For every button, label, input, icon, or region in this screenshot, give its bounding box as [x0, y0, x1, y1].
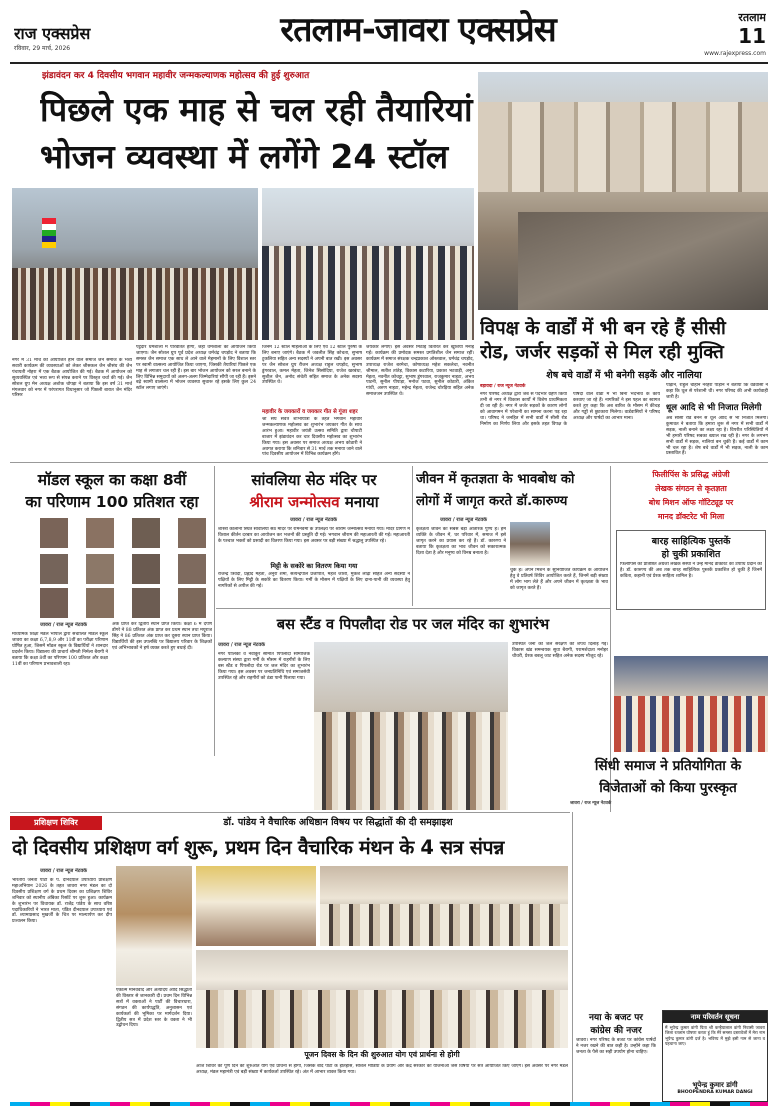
philippines-headline-line-1: फिलीपिंस के प्रसिद्ध अंग्रेजी	[652, 470, 730, 479]
prashikshan-byline: जावरा / राज न्यूज नेटवर्क	[40, 868, 87, 874]
student-photo-1	[40, 518, 68, 548]
sanwaliya-body-2: राजेन्द्र त्रिवेदी, प्रह्लाद मेहता, अनुरा शर्मा, सत्येन्द्रपाल प्रजापति, महेश जोशी, मुकेश लोढ़ा सहित अन्य सदस्यों ने पक्षियों के लिए मिट्टी के सकोरे का वितरण किया। गर्मी के मौसम में पक्षियों के लिए दाना-पानी की व्यवस्था हेतु नागरिकों से अपील की गई।	[218, 572, 410, 589]
philippines-box-body: फिलीपिंस की प्रतिष्ठित अंग्रेजी लेखक संस्था ने उन्हें मानद डॉक्टरेट की उपाधि प्रदान की है। डॉ. कारुण्य की अब तक बारह साहित्यिक पुस्तकें प्रकाशित हो चुकी हैं जिनमें कविता, कहानी एवं प्रेरक साहित्य शामिल है।	[620, 562, 762, 579]
prashikshan-wide-audience	[196, 990, 568, 1048]
prashikshan-caption-body: आज शिविर की पूर्ण दिन की शुरुआत योग एवं प्रार्थना से होगी, जिसके बाद पार्टी के इतिहास, सोशल मीडिया के प्रयोग और केंद्र सरकार की योजनाओं जैसे विषयों पर सत्र आयोजित किए जाएंगे। इस अवसर पर नगर मंडल अध्यक्ष, मंडल महामंत्री एवं बड़ी संख्या में कार्यकर्ता उपस्थित रहे। अंत में आभार व्यक्त किया गया।	[196, 1064, 568, 1075]
philippines-headline-line-4: मानद डॉक्टरेट भी मिला	[657, 512, 725, 521]
row-divider-2	[216, 608, 610, 609]
vipaksh-subhead: शेष बचे वार्डों में भी बनेगी सड़कें और नालिया	[546, 370, 702, 381]
sindhi-headline-line-1: सिंधी समाज ने प्रतियोगिता के	[594, 758, 742, 774]
vipaksh-byline: बड़ावदा / राज न्यूज नेटवर्क	[480, 384, 526, 389]
name-change-title: नाम परिवर्तन सूचना	[663, 1011, 767, 1023]
vertical-rule-1	[214, 466, 215, 756]
registration-strip	[10, 1102, 768, 1106]
sanwaliya-byline: जावरा / राज न्यूज नेटवर्क	[290, 517, 337, 523]
masthead-left-brand: राज एक्सप्रेस	[14, 24, 91, 43]
sindhi-byline: जावरा / राज न्यूज नेटवर्क	[570, 801, 612, 806]
vipaksh-body-col-2: पाड़ान, राहुल चौहान नरहरा पाड़ान ने बताया कि वर्डवासी ने कहा कि धूल से परेशानी थी। नगर परिषद की अभी कार्यवाही जारी है।	[666, 383, 768, 400]
sindhi-people	[614, 696, 768, 752]
prashikshan-photo-caption: पूजन दिवस के दिन की शुरुआत योग एवं प्रार्थना से होगी	[304, 1050, 460, 1059]
lead-photo-small	[12, 188, 258, 340]
masthead	[0, 0, 778, 62]
prashikshan-photo-stage	[196, 866, 316, 946]
school-body-col-1: माध्यमिक शिक्षा मंडल भोपाल द्वारा संचालित मॉडल स्कूल जावरा का कक्षा 6,7,8,9 और 11वीं का परीक्षा परिणाम घोषित हुआ, जिसमें मॉडल स्कूल के विद्यार्थियों ने शानदार प्रदर्शन किया। विद्यालय की प्राचार्य श्रीमती निर्मला बैरागी ने बताया कि कक्षा 8वीं का परिणाम 100 प्रतिशत और कक्षा 11वीं का परिणाम प्रभावशाली रहा।	[12, 632, 108, 667]
busstand-body-2: उपस्थित जनों को जल संरक्षण की शपथ दिलाई गई। विकास खंड समन्वयक सुधा बैरागी, परामर्शदाता मनोहर चौधरी, प्रेरक बबलू जाट सहित अनेक सदस्य मौजूद रहे।	[512, 642, 608, 659]
naya-headline-line-2: कांग्रेस की नजर	[590, 1026, 642, 1036]
lead-headline-line-1: पिछले एक माह से चल रही तैयारियां	[40, 90, 473, 129]
philippines-headline-line-2: लेखक संगठन से कृतज्ञता	[655, 484, 727, 493]
sanwaliya-body-1: शास्त्री कॉलोनी स्थित सांवलिया सेठ मंदिर पर रामनवमी के उपलक्ष्य पर श्रीराम जन्मोत्सव मनाया गया। मंदिर प्रांगण में विशाल कीर्तन दरबार का आयोजन कर भजनों की प्रस्तुति दी गई। भगवान श्रीराम की महाआरती की गई। महाआरती के पश्चात भक्तों को प्रसादी का वितरण किया गया। इस अवसर पर बड़ी संख्या में श्रद्धालु उपस्थित रहे।	[218, 527, 410, 544]
vipaksh-dhool-head: धूल आदि से भी निजात मिलेगी	[666, 403, 762, 413]
masthead-edition: रतलाम	[738, 11, 766, 24]
vertical-rule-4	[572, 812, 573, 1102]
sanwaliya-highlight: श्रीराम जन्मोत्सव	[249, 493, 340, 511]
jeevan-body-2: चुके हैं। अपने मिशन के सुनियोजित कार्यक्रम के आयोजन हेतु वे प्रतिवर्ष शिविर आयोजित करते हैं, जिनमें बड़ी संख्या में लोग भाग लेते हैं और अपने जीवन में कृतज्ञता के भाव को जागृत करते हैं।	[510, 568, 608, 591]
student-photo-12	[178, 588, 206, 618]
buildings	[478, 102, 768, 192]
student-photo-11	[132, 588, 160, 618]
student-photo-6	[86, 554, 114, 584]
student-photos	[40, 518, 208, 618]
sanwaliya-subhead: मिट्टी के सकोरे का वितरण किया गया	[270, 562, 358, 570]
philippines-box	[616, 530, 766, 610]
lead-subhead: महावीर के जयकारों व जयकार गीत से गूंजा शहर	[262, 409, 358, 415]
lead-body-col-5: जयकारे लगाए। इस अवसर मिठाई वितरित कर खुशियां मनाई गईं। कार्यक्रम की प्रमोदक समस्त प्रगतिशील जैन समाज रहीं। कार्यक्रम में समाज संरक्षक चन्द्रप्रकाश ओस्तवाल, धर्मचंद्र चपड़ोद, उपाध्यक्ष राजेश बरमेचा, कोषाध्यक्ष महेश सकलेचा, नवनीत श्रीमाल, सतीश तांतेड़, विकास कटारिया, प्रकाश भटवाड़ी, अनूप मेहता, नवनीत कोचट्टा, सुभाष डुंगरवाल, राजकुमार नाहटा, अभय पाटनी, सुनील पीपाड़ा, मनोज पटवा, सुनील कोठारी, अंकित गांधी, अरुण नाहटा, महेन्द्र मेहता, राजेन्द्र चोरड़िया सहित अनेक समाजजन उपस्थित थे।	[366, 345, 474, 398]
busstand-people	[314, 712, 508, 810]
vertical-rule-2	[412, 466, 413, 606]
masthead-date: रविवार, 29 मार्च, 2026	[14, 45, 71, 52]
busstand-byline: जावरा / राज न्यूज नेटवर्क	[218, 642, 265, 648]
busstand-photo	[314, 642, 508, 810]
jeevan-headline-line-2: लोगों में जागृत करते डॉ.कारुण्य	[416, 494, 568, 509]
jeevan-portrait	[510, 522, 550, 566]
sanwaliya-rest: मनाया	[339, 493, 379, 511]
lead-body-col-4: श्री संघ सर्वत्र शोभायात्रा के तहत भगवान महावीर जन्मकल्याणक महोत्सव का शुभारंभ जयकार गीत के साथ आरंभ हुआ। महावीर जयंती उत्सव समिति द्वारा चौपाटी बाजार में झंडावंदन कर चार दिवसीय महोत्सव का शुभारंभ किया गया। इस अवसर पर समाज अध्यक्ष अभय कोठारी ने अवगत कराया कि शनिवार से 31 मार्च तक मनाया जाने वाले पांच दिवसीय आयोजन में विभिन्न कार्यक्रम होंगे।	[262, 417, 362, 458]
sanwaliya-headline-line-1: सांवलिया सेठ मंदिर पर	[251, 471, 377, 489]
sindhi-headline-line-2: विजेताओं को किया पुरस्कृत	[599, 780, 737, 796]
busstand-headline: बस स्टैंड व पिपलौदा रोड पर जल मंदिर का शुभारंभ	[276, 616, 550, 633]
masthead-rule	[10, 62, 768, 64]
prashikshan-strip: प्रशिक्षण शिविर	[10, 816, 102, 830]
busstand-body-1: नगर पालिका व नवांकुर समिति पिपलौदा सामाजिक कल्याण संस्था द्वारा गर्मी के मौसम में राहगीरों के लिए बस स्टैंड व पिपलौदा रोड पर जल मंदिर का शुभारंभ किया गया। इस अवसर पर जनप्रतिनिधि एवं समाजसेवी उपस्थित रहे और राहगीरों को ठंडा पानी पिलाया गया।	[218, 652, 310, 681]
vipaksh-headline-line-1: विपक्ष के वार्डों में भी बन रहे हैं सीसी	[480, 318, 726, 339]
prashikshan-photo-hall	[320, 866, 568, 946]
student-photo-5	[40, 554, 68, 584]
lead-body-col-3: जिनमें 12 स्टॉल महिलाओं के लिए एवं 12 स्टॉल पुरुषों के लिए बनाए जाएंगे। बैठक में जवलीत सिंह कोचता, सुभाष टुकलिया सहित अन्य सदस्यों ने अपनी बात रखी। इस अवसर पर जैन सोशल ग्रुप रीजन अध्यक्ष राहुल चपड़ोद, सुभाष डुंगरवाल, कमल मेहता, जिनेश सिसोदिया, राजेश खरबंधा, सुशील जैन, अनोद संचेती सहित समाज के अनेक सदस्य उपस्थित थे।	[262, 345, 362, 386]
prashikshan-body-1: भारतीय जनता पार्टी के प. दीनदयाल उपाध्याय प्रशिक्षण महाअभियान 2026 के तहत जावरा नगर मंडल का दो दिवसीय प्रशिक्षण वर्ग के प्रथम दिवस का प्रशिक्षण शिविर शनिवार को स्थानीय अंबिका रिसॉर्ट पर शुरू हुआ। कार्यक्रम के शुभारंभ पर विधायक डॉ. राजेंद्र पांडेय के साथ वरिष्ठ पदाधिकारियों ने भारत माता, पंडित दीनदयाल उपाध्याय एवं डॉ. श्यामाप्रसाद मुखर्जी के चित्र पर माल्यार्पण कर दीप प्रज्वलन किया।	[12, 878, 112, 925]
row-divider-3	[10, 812, 570, 813]
flag	[42, 218, 56, 248]
name-change-body: मैं भूपेन्द्र कुमार डांगी पिता श्री कन्हैयालाल डांगी निवासी जावरा जिला रतलाम घोषणा करता हूं कि मेरे समस्त दस्तावेजों में मेरा नाम भूपेन्द्र कुमार डांगी दर्ज है। भविष्य में मुझे इसी नाम से जाना व पहचाना जाए।	[665, 1025, 765, 1047]
student-photo-10	[86, 588, 114, 618]
student-photo-4	[178, 518, 206, 548]
sindhi-photo	[614, 656, 768, 752]
lead-body-col-1: नगर में 31 मार्च को आयोजित होने वाले समाज जैन समाज के भव्य सवारी कार्यक्रम की व्यवस्थाओं को लेकर श्रीसकल जैन श्रीसंघ की जैन पंचायती नोहरा में एक बैठक आयोजित की गई। बैठक में आयोजन को सुव्यवस्थित एवं भव्य रूप से संपन्न कराने पर विस्तृत चर्चा की गई। जैन सोशल ग्रुप मेन अध्यक्ष अशोक चोपड़ा ने बताया कि इस वर्ष 31 मार्च मंगलवार को नगर में परंपरागत विधानुसार जो पिछली बारात जैन मंदिर परिसर	[12, 358, 132, 399]
prashikshan-portrait	[116, 866, 192, 986]
school-byline: जावरा / राज न्यूज नेटवर्क	[40, 622, 87, 628]
jeevan-byline: जावरा / राज न्यूज नेटवर्क	[440, 517, 487, 523]
naya-body: जावरा। नगर परिषद के बजट पर कांग्रेस पार्षदों ने नजर रखने की बात कही है। उन्होंने कहा कि जनता के पैसे का सही उपयोग होना चाहिए।	[576, 1038, 656, 1055]
masthead-url: www.rajexpress.com	[704, 50, 766, 57]
vipaksh-headline-line-2: रोड, जर्जर सड़कों से मिल रही मुक्ति	[480, 342, 724, 363]
philippines-headline-line-3: बोध मिशन ऑफ गॉटिट्यूड पर	[648, 498, 734, 507]
lead-photo-large	[262, 188, 474, 340]
naya-headline-line-1: नया के बजट पर	[588, 1013, 643, 1023]
jeevan-headline-line-1: जीवन में कृतज्ञता के भावबोध को	[416, 472, 575, 487]
prashikshan-photo-wide	[196, 950, 568, 1048]
lead-col-3	[262, 345, 362, 458]
name-change-name-en: BHOOPENDRA KUMAR DANGI	[677, 1090, 753, 1095]
student-photo-3	[132, 518, 160, 548]
row-divider-1	[10, 462, 768, 463]
group-silhouette	[262, 246, 474, 340]
crowd-silhouette	[12, 268, 258, 340]
naya-column	[576, 1010, 656, 1102]
page-number: 11	[738, 24, 766, 48]
vipaksh-body-col-1: नगर परिषद अध्यक्ष द्वारा जब से पदभार ग्रहण किया तभी से नगर में विकास कार्यों में विशेष प्राथमिकता दी जा रही है। नगर में जर्जर सड़कों के कारण लोगों को आवागमन में परेशानी का सामना करना पड़ रहा था। परिषद ने जनहित में सभी वार्डों में सीसी रोड निर्माण का निर्णय लिया और इसके तहत विपक्ष के पार्षदों वाले वार्डों में भी बिना भेदभाव के कार्य करवाए जा रहे हैं। नागरिकों ने इस पहल का स्वागत करते हुए कहा कि अब बारिश के मौसम में कीचड़ और गड्ढों से छुटकारा मिलेगा। वार्डवासियों ने परिषद अध्यक्ष और पार्षदों का आभार माना।	[480, 392, 660, 427]
vipaksh-photo	[478, 72, 768, 310]
prashikshan-body-2: एकात्म मानववाद और अंत्योदय आदि सिद्धांतों की विस्तार से जानकारी दी। प्रथम दिन विभिन्न सत्रों में वक्ताओं ने पार्टी की विचारधारा, संगठन की कार्यपद्धति, अनुशासन एवं कार्यकर्ता की भूमिका पर मार्गदर्शन दिया। द्वितीय सत्र में प्रदेश स्तर के वक्ता ने भी उद्बोधन दिया।	[116, 988, 192, 1029]
name-change-name: भूपेन्द्र कुमार डांगी	[692, 1081, 738, 1089]
lead-body-col-2: पट्टेदार धर्मशाला में परिवर्तित होगा, जहां धर्मशाला का आयोजन किया जाएगा। जैन सोशल ग्रुप पूर्व प्रदेश अध्यक्ष धर्मचंद्र चपड़ोद ने बताया कि समस्त जैन समाज एक साथ ले आने वाले मेहमानों के लिए विशाल स्तर पर स्वामी वात्सल्य आयोजित किया जाएगा, जिसकी तैयारियां पिछले एक माह से लगातार चल रही हैं। इस बार भोजन आयोजन को सरल बनाने के लिए विभिन्न समुदायों को अलग-अलग जिम्मेदारियां सौंपी जा रही हैं। इसने बढ़े स्वामी वात्सल्य में भोजन व्यवस्था सुचारू रहे इसके लिए कुल 24 स्टॉल लगाए जाएंगे।	[136, 345, 256, 392]
student-photo-2	[86, 518, 114, 548]
lead-kicker: झंडावंदन कर 4 दिवसीय भगवान महावीर जन्मकल्याणक महोत्सव की हुई शुरुआत	[42, 71, 310, 81]
student-photo-7	[132, 554, 160, 584]
vipaksh-body-col-3: अब सीसी रोड बनने से धूल आदि से भी निजात मिलेगी। कुमावत ने बताया कि हमारा शुरू से नगर में सभी वार्डों में सड़क, नाली बनाने का लक्ष्य रहा है। विपरीत परिस्थितियों में भी हमारी परिषद सबका ख्याल रख रही है। नगर के लगभग सभी वार्डों में सड़क, नालियां बन चुकी हैं। कई वार्डों में काम भी चल रहा है। शेष बचे वार्डों में भी सड़क, नाली के काम प्रस्तावित हैं।	[666, 416, 768, 457]
school-headline-line-1: मॉडल स्कूल का कक्षा 8वीं	[37, 471, 187, 489]
philippines-box-head-1: बारह साहित्यिक पुस्तकें	[651, 536, 731, 547]
sanwaliya-headline-line-2	[218, 490, 410, 514]
masthead-title: रतलाम-जावरा एक्सप्रेस	[280, 10, 556, 50]
philippines-box-head-2: हो चुकी प्रकाशित	[661, 549, 721, 560]
prashikshan-headline: दो दिवसीय प्रशिक्षण वर्ग शुरू, प्रथम दिन वैचारिक मंथन के 4 सत्र संपन्न	[12, 836, 504, 859]
name-change-notice	[662, 1010, 768, 1102]
philippines-headline	[614, 468, 768, 526]
school-headline-line-2: का परिणाम 100 प्रतिशत रहा	[25, 493, 199, 511]
road	[518, 212, 768, 310]
student-photo-8	[178, 554, 206, 584]
jeevan-body-1: कृतज्ञता जीवन का सबसे बड़ा आंतरिक पुण्य है। हम व्यक्ति के जीवन में, घर परिवार में, समाज में इसे जागृत करने का प्रयास कर रहे हैं। डॉ. कारुण्य ने बताया कि कृतज्ञता का भाव जीवन को सकारात्मक दिशा देता है और मनुष्य को विनम्र बनाता है।	[416, 527, 506, 556]
student-photo-9	[40, 588, 68, 618]
school-body-col-2: अंक प्राप्त कर द्वितीय स्थान प्राप्त किया। कक्षा 6 में दर्पण डोंगरे ने 88 प्रतिशत अंक प्राप्त कर प्रथम स्थान तथा मयूराज सिंह ने 86 प्रतिशत अंक प्राप्त कर दूसरा स्थान प्राप्त किया। विद्यार्थियों की इस उपलब्धि पर विद्यालय परिवार के शिक्षकों एवं अभिभावकों ने हर्ष व्यक्त करते हुए बधाई दी।	[112, 622, 212, 651]
prashikshan-audience	[320, 904, 568, 946]
prashikshan-kicker: डॉ. पांडेय ने वैचारिक अधिष्ठान विषय पर सिद्धांतों की दी समझाइश	[223, 817, 453, 828]
lead-headline-line-2: भोजन व्यवस्था में लगेंगे 24 स्टॉल	[40, 137, 449, 176]
